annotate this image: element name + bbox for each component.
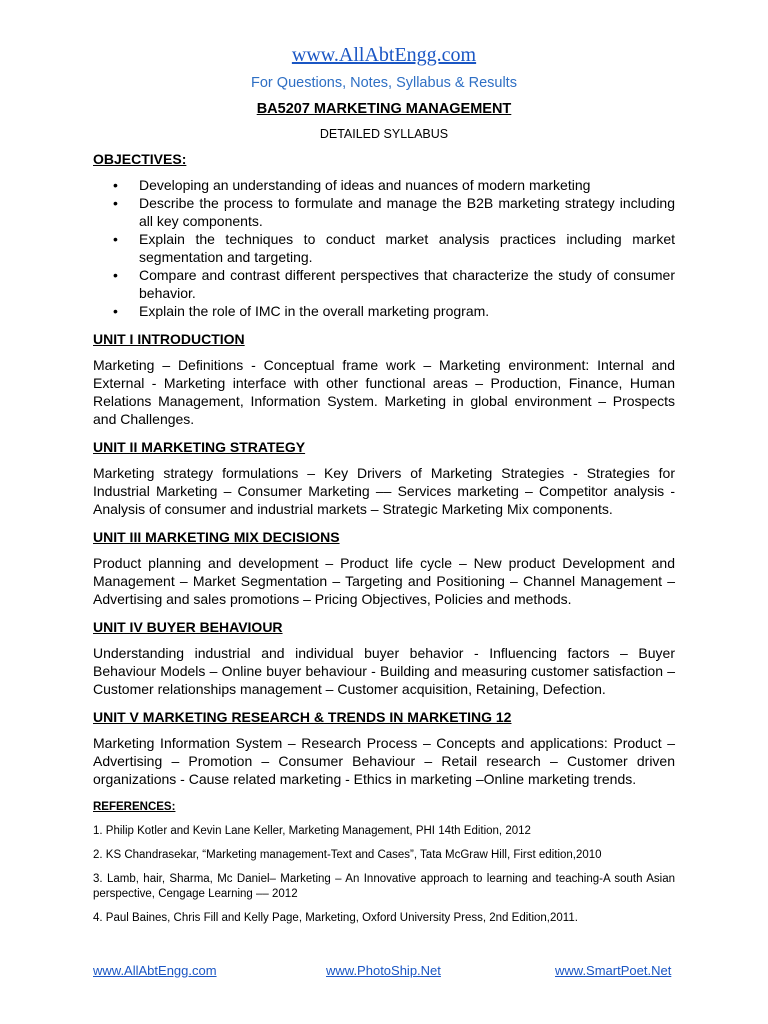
bullet-icon: • xyxy=(113,177,118,193)
footer-link-allabtengg[interactable]: www.AllAbtEngg.com xyxy=(93,963,217,978)
objective-item xyxy=(93,230,675,266)
unit-5-text: Marketing Information System – Research Process – Concepts and applications: Product – Advertising – Promotion – Consumer Behaviour – Retail research – Customer driven organizations - Cause related marketing - Ethics in marketing –Online marketing trends. xyxy=(93,735,675,787)
footer-link-photoship[interactable]: www.PhotoShip.Net xyxy=(326,963,441,978)
objectives-heading: OBJECTIVES: xyxy=(93,151,187,167)
reference-item: 2. KS Chandrasekar, “Marketing management-Text and Cases”, Tata McGraw Hill, First edition,2010 xyxy=(93,849,602,861)
syllabus-content xyxy=(93,150,675,935)
objective-text: Explain the role of IMC in the overall marketing program. xyxy=(139,303,490,319)
objective-item xyxy=(93,176,675,194)
objective-item xyxy=(93,302,675,320)
objective-text: Developing an understanding of ideas and nuances of modern marketing xyxy=(139,177,591,193)
unit-1-text: Marketing – Definitions - Conceptual frame work – Marketing environment: Internal and External - Marketing interface with other functional areas – Production, Finance, Human Relations Management, Information System. Marketing in global environment – Prospects and Challenges. xyxy=(93,357,675,427)
objective-text: Compare and contrast different perspectives that characterize the study of consumer behavior. xyxy=(139,267,675,301)
unit-2-text: Marketing strategy formulations – Key Drivers of Marketing Strategies - Strategies for Industrial Marketing – Consumer Marketing –– Services marketing – Competitor analysis - Analysis of consumer and industrial markets – Strategic Marketing Mix components. xyxy=(93,465,675,517)
reference-item: 4. Paul Baines, Chris Fill and Kelly Page, Marketing, Oxford University Press, 2nd Edition,2011. xyxy=(93,912,578,924)
unit-4-text: Understanding industrial and individual buyer behavior - Influencing factors – Buyer Behaviour Models – Online buyer behaviour - Building and measuring customer satisfaction – Customer relationships management – Customer acquisition, Retaining, Defection. xyxy=(93,645,675,697)
objective-text: Describe the process to formulate and manage the B2B marketing strategy including all key components. xyxy=(139,195,675,229)
bullet-icon: • xyxy=(113,231,118,247)
document-title: BA5207 MARKETING MANAGEMENT xyxy=(256,101,512,117)
header-site-link[interactable]: www.AllAbtEngg.com xyxy=(291,44,477,66)
reference-item: 3. Lamb, hair, Sharma, Mc Daniel– Marketing – An Innovative approach to learning and teaching-A south Asian perspective, Cengage Learning –– 2012 xyxy=(93,873,675,900)
unit-4-heading: UNIT IV BUYER BEHAVIOUR xyxy=(93,619,283,635)
document-subtitle: DETAILED SYLLABUS xyxy=(319,127,449,141)
references-heading: REFERENCES: xyxy=(93,801,176,813)
bullet-icon: • xyxy=(113,195,118,211)
footer-link-smartpoet[interactable]: www.SmartPoet.Net xyxy=(555,963,672,978)
unit-3-heading: UNIT III MARKETING MIX DECISIONS xyxy=(93,529,340,545)
objectives-list xyxy=(93,176,675,320)
objective-item xyxy=(93,266,675,302)
bullet-icon: • xyxy=(113,303,118,319)
header-tagline: For Questions, Notes, Syllabus & Results xyxy=(251,75,517,91)
objective-text: Explain the techniques to conduct market analysis practices including market segmentation and targeting. xyxy=(139,231,675,265)
unit-3-text: Product planning and development – Product life cycle – New product Development and Management – Market Segmentation – Targeting and Positioning – Channel Management – Advertising and sales promotions – Pricing Objectives, Policies and methods. xyxy=(93,555,675,607)
objective-item xyxy=(93,194,675,230)
reference-item: 1. Philip Kotler and Kevin Lane Keller, Marketing Management, PHI 14th Edition, 2012 xyxy=(93,825,531,837)
bullet-icon: • xyxy=(113,267,118,283)
unit-5-heading: UNIT V MARKETING RESEARCH & TRENDS IN MARKETING 12 xyxy=(93,709,512,725)
unit-1-heading: UNIT I INTRODUCTION xyxy=(93,331,245,347)
unit-2-heading: UNIT II MARKETING STRATEGY xyxy=(93,439,306,455)
